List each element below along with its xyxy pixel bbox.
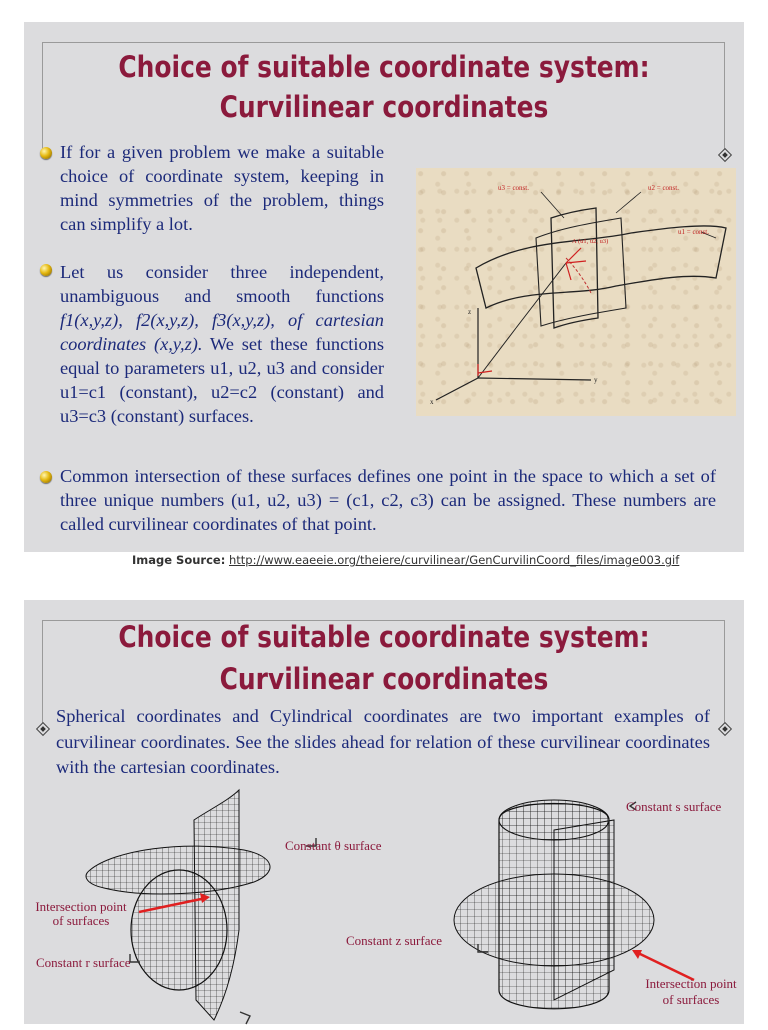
bullet-icon bbox=[40, 147, 52, 159]
bullet-2-intro: Let us consider three independent, unambiguous and smooth functions bbox=[60, 262, 384, 306]
phi-plane-surface bbox=[554, 820, 614, 1000]
curvilinear-surfaces-figure bbox=[416, 168, 736, 416]
label-z: z bbox=[468, 308, 472, 316]
unit-vector-u2 bbox=[566, 261, 586, 263]
image-source-label: Image Source: bbox=[132, 553, 226, 567]
pointer-arrow bbox=[240, 1012, 250, 1024]
u2-surface bbox=[551, 208, 598, 328]
bullet-icon bbox=[40, 264, 52, 276]
annotation-constant-theta: Constant θ surface bbox=[285, 838, 382, 853]
label-leader bbox=[541, 192, 564, 218]
image-source-link[interactable]: http://www.eaeeie.org/theiere/curvilinear/GenCurvilinCoord_files/image003.gif bbox=[228, 553, 680, 567]
frame-left-line bbox=[42, 42, 43, 150]
bullet-2-text bbox=[60, 260, 384, 428]
frame-top-line bbox=[42, 42, 724, 43]
annotation-intersection-right-line-2: of surfaces bbox=[662, 992, 720, 1007]
curvilinear-surfaces-diagram bbox=[416, 168, 736, 416]
bullet-1-text: If for a given problem we make a suitable choice of coordinate system, keeping in mind symmetries of the problem, things can simplify a lot. bbox=[60, 142, 384, 234]
image-source-line bbox=[132, 553, 679, 567]
label-y: y bbox=[594, 376, 598, 384]
annotation-constant-s: Constant s surface bbox=[626, 799, 722, 814]
label-point-a: A (u1, u2, u3) bbox=[572, 238, 609, 245]
slide-1-title-line-2: Curvilinear coordinates bbox=[219, 90, 549, 124]
label-u2: u2 = const. bbox=[648, 184, 679, 192]
label-u1: u1 = const. bbox=[678, 228, 709, 236]
annotation-constant-r: Constant r surface bbox=[36, 955, 131, 970]
unit-vector-u1 bbox=[566, 248, 581, 263]
phi-plane-surface bbox=[194, 790, 239, 1020]
frame-diamond-icon bbox=[718, 722, 732, 736]
label-x: x bbox=[430, 398, 434, 406]
y-axis bbox=[478, 378, 591, 380]
label-leader bbox=[616, 192, 641, 213]
frame-right-line bbox=[724, 620, 725, 724]
u3-surface bbox=[536, 218, 626, 326]
annotation-intersection-right-line-1: Intersection point bbox=[645, 976, 737, 991]
bullet-2-functions: f1(x,y,z), f2(x,y,z), f3(x,y,z), of cartesian coordinates (x,y,z). bbox=[60, 310, 384, 354]
frame-diamond-icon bbox=[718, 148, 732, 162]
slide-2 bbox=[24, 600, 744, 1024]
slide-2-title-line-1: Choice of suitable coordinate system: bbox=[118, 620, 650, 654]
position-vector bbox=[478, 328, 516, 378]
slide-2-title-line-2: Curvilinear coordinates bbox=[219, 662, 549, 696]
bullet-2-rest: We set these functions equal to parameters u1, u2, u3 and consider u1=c1 (constant), u2=c2 (constant) and u3=c3 (constant) surfaces. bbox=[60, 334, 384, 426]
bullet-icon bbox=[40, 471, 52, 483]
slide-1 bbox=[24, 22, 744, 552]
base-vector-1 bbox=[478, 371, 492, 373]
bullet-3-text: Common intersection of these surfaces defines one point in the space to which a set of three unique numbers (u1, u2, u3) = (c1, c2, c3) can be assigned. These numbers are called curvilinear coordinates of that point. bbox=[60, 466, 716, 534]
frame-left-line bbox=[42, 620, 43, 724]
unit-vector-u3 bbox=[566, 263, 571, 280]
annotation-intersection-left-line-1: Intersection point bbox=[35, 899, 127, 914]
frame-right-line bbox=[724, 42, 725, 150]
annotation-intersection-left-line-2: of surfaces bbox=[52, 913, 110, 928]
frame-diamond-icon bbox=[36, 722, 50, 736]
slide-2-body: Spherical coordinates and Cylindrical coordinates are two important examples of curvilinear coordinates. See the slides ahead for relation of these curvilinear coordinates with the cartesian coordinates. bbox=[56, 706, 710, 777]
x-axis bbox=[436, 378, 478, 400]
slide-1-title-line-1: Choice of suitable coordinate system: bbox=[118, 50, 650, 84]
label-u3: u3 = const. bbox=[498, 184, 529, 192]
annotation-constant-z: Constant z surface bbox=[346, 933, 443, 948]
